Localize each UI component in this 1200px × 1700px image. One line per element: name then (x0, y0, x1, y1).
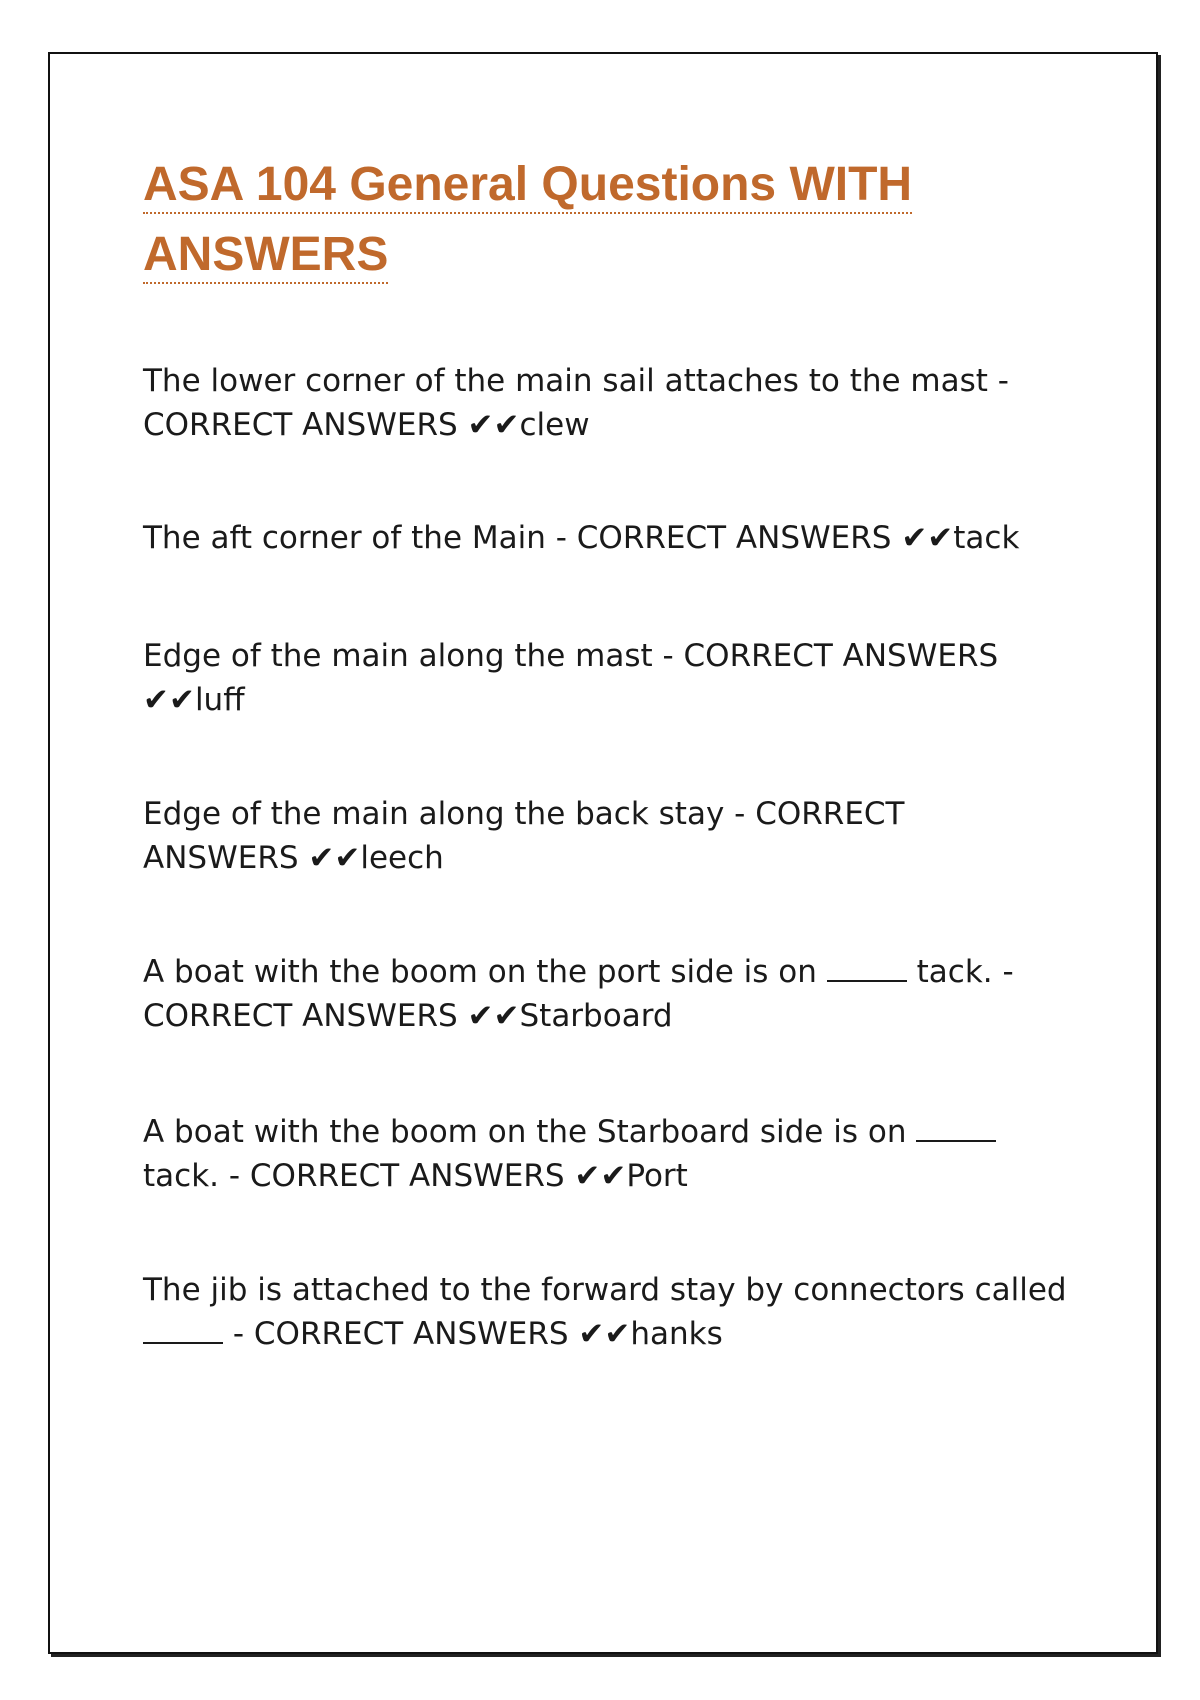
qa-item-7 (143, 1268, 1073, 1356)
answer-text: CORRECT ANSWERS ✔✔tack (576, 520, 1020, 556)
qa-item-2 (143, 516, 1073, 560)
question-text: The jib is attached to the forward stay by connectors called (143, 1272, 1067, 1308)
answer-text: ✔✔luff (143, 682, 245, 718)
answer-text: CORRECT ANSWERS ✔✔Starboard (143, 998, 673, 1034)
answer-blank (143, 1313, 223, 1344)
question-text-end: tack. - (916, 954, 1014, 990)
question-text: A boat with the boom on the port side is on (143, 954, 817, 990)
question-text: Edge of the main along the back stay - CORRECT (143, 796, 905, 832)
question-text: A boat with the boom on the Starboard side is on (143, 1114, 907, 1150)
answer-blank (916, 1111, 996, 1142)
qa-item-1 (143, 359, 1073, 447)
qa-item-5 (143, 950, 1073, 1038)
qa-item-3 (143, 634, 1073, 722)
question-text: Edge of the main along the mast - CORRECT ANSWERS (143, 638, 999, 674)
document-title-text: ASA 104 General Questions WITH ANSWERS (143, 158, 912, 284)
question-text-end: - CORRECT ANSWERS ✔✔hanks (232, 1316, 723, 1352)
qa-item-6 (143, 1110, 1073, 1198)
question-text: The aft corner of the Main - (143, 520, 567, 556)
question-text: The lower corner of the main sail attaches to the mast - (143, 363, 1009, 399)
qa-item-4 (143, 792, 1073, 880)
answer-text: CORRECT ANSWERS ✔✔clew (143, 407, 590, 443)
answer-blank (827, 951, 907, 982)
answer-text: ANSWERS ✔✔leech (143, 840, 444, 876)
document-title (143, 150, 943, 290)
document-page (48, 52, 1158, 1654)
question-text-end: tack. - CORRECT ANSWERS ✔✔Port (143, 1158, 688, 1194)
